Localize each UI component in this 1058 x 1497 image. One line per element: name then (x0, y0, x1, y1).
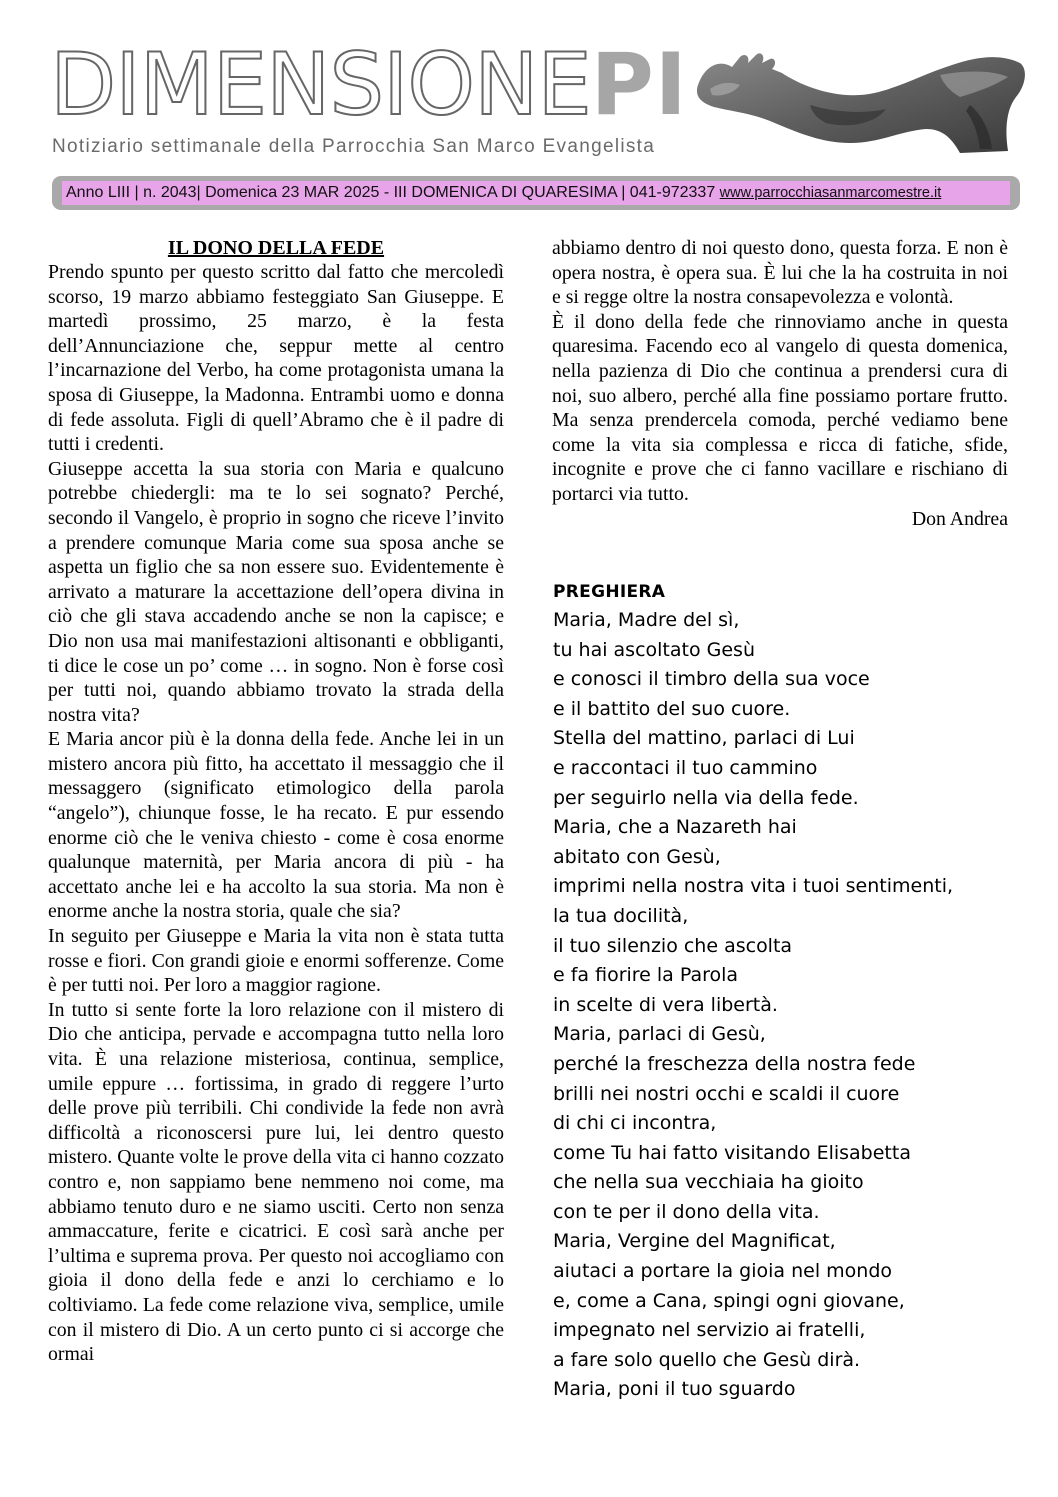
prayer-line: abitato con Gesù, (553, 845, 721, 868)
article-paragraph: E Maria ancor più è la donna della fede. Anche lei in un mistero ancora più fitto, ha accettato il messaggio che il messaggero (significato etimologico della parola “angelo”), chiunque fosse, le ha recato. E pur essendo enorme ciò che le veniva chiesto - come è cosa enorme qualunque maternità, per Maria ancora di più - ha accettato anche lei e ha accolto la sua storia. Ma non è enorme anche la nostra storia, quale che sia? (48, 728, 504, 923)
article-paragraph: abbiamo dentro di noi questo dono, questa forza. E non è opera nostra, è opera sua. È lui che la ha costruita in noi e si regge oltre la nostra consapevolezza e volontà. (552, 237, 1008, 309)
parish-website-link[interactable]: www.parrocchiasanmarcomestre.it (719, 185, 942, 201)
prayer-line: e conosci il timbro della sua voce (553, 668, 870, 691)
prayer-line: Maria, che a Nazareth hai (553, 816, 797, 839)
prayer-line: che nella sua vecchiaia ha gioito (553, 1171, 864, 1194)
prayer-line: Maria, poni il tuo sguardo (553, 1378, 796, 1401)
prayer-line: Maria, Vergine del Magnificat, (553, 1230, 836, 1253)
prayer-line: Stella del mattino, parlaci di Lui (553, 727, 855, 750)
prayer-line: perché la freschezza della nostra fede (553, 1052, 916, 1075)
prayer-line: il tuo silenzio che ascolta (553, 934, 793, 957)
prayer-section (553, 582, 1023, 1405)
prayer-line: come Tu hai fatto visitando Elisabetta (553, 1141, 911, 1164)
article-paragraph: In seguito per Giuseppe e Maria la vita non è stata tutta rosse e fiori. Con grandi gioie e enormi sofferenze. Come è per tutti noi. Per loro a maggior ragione. (48, 925, 504, 997)
article-paragraph: È il dono della fede che rinnoviamo anche in questa quaresima. Facendo eco al vangelo di questa domenica, nella pazienza di Dio che continua a prendersi cura di noi, suo albero, perché alla fine possiamo portare frutto. Ma senza prendercela comoda, perché vediamo bene come la vita sia complessa e ricca di fatiche, sfide, incognite e prove che ci fanno vacillare e rischiano di portarci via tutto. (552, 310, 1008, 505)
prayer-line: brilli nei nostri occhi e scaldi il cuore (553, 1082, 900, 1105)
prayer-line: con te per il dono della vita. (553, 1200, 820, 1223)
prayer-title: PREGHIERA (553, 582, 666, 602)
masthead-title-accent: PI (590, 35, 688, 135)
prayer-line: aiutaci a portare la gioia nel mondo (553, 1260, 893, 1283)
prayer-line: la tua docilità, (553, 904, 689, 927)
masthead-title-main: DIMENSIONE (50, 35, 591, 135)
article-paragraph: In tutto si sente forte la loro relazione con il mistero di Dio che anticipa, pervade e accompagna tutto nella loro vita. È una relazione misteriosa, continua, semplice, umile eppure … fortissima, in grado di reggere l’urto delle prove più terribili. Chi condivide la fede non avrà difficoltà a riconoscersi pure lui, lei dentro questo mistero. Quante volte le prove della vita ci hanno cozzato contro e, non sappiamo bene nemmeno noi come, ma abbiamo tenuto duro e ne siamo usciti. Certo non senza ammaccature, ferite e cicatrici. E così sarà anche per l’ultima e suprema prova. Per questo noi accogliamo con gioia il dono della fede e anzi lo cerchiamo e lo coltiviamo. La fede come relazione viva, semplice, umile con il mistero di Dio. A un certo punto ci si accorge che ormai (48, 998, 504, 1366)
prayer-line: e, come a Cana, spingi ogni giovane, (553, 1289, 905, 1312)
prayer-line: a fare solo quello che Gesù dirà. (553, 1348, 861, 1371)
prayer-line: Maria, parlaci di Gesù, (553, 1023, 766, 1046)
info-band-text (62, 181, 1010, 205)
prayer-line: imprimi nella nostra vita i tuoi sentimenti, (553, 875, 954, 898)
prayer-line: in scelte di vera libertà. (553, 993, 778, 1016)
prayer-line: e il battito del suo cuore. (553, 697, 791, 720)
hand-sculpture-photo (690, 45, 1030, 157)
article-column-right (552, 236, 1008, 531)
masthead-title (50, 35, 690, 135)
prayer-line: tu hai ascoltato Gesù (553, 638, 755, 661)
prayer-text (553, 606, 1023, 1405)
article-title: IL DONO DELLA FEDE (167, 237, 385, 259)
masthead-subtitle: Notiziario settimanale della Parrocchia San Marco Evangelista (52, 136, 656, 157)
issue-info: Anno LIII | n. 2043| Domenica 23 MAR 2025 - III DOMENICA DI QUARESIMA | 041-972337 (66, 184, 720, 201)
prayer-line: e raccontaci il tuo cammino (553, 756, 818, 779)
article-paragraph: Giuseppe accetta la sua storia con Maria e qualcuno potrebbe chiedergli: ma te lo sei sognato? Perché, secondo il Vangelo, è proprio in sogno che riceve l’invito a prendere comunque Maria come sua sposa anche se aspetta un figlio che sa non essere suo. Evidentemente è arrivato a maturare la accettazione dell’opera divina in ciò che gli stava accadendo anche se non la capisce; e Dio non usa mai manifestazioni altisonanti e obbliganti, ti dice le cose un po’ come … in sogno. Non è forse così per tutti noi, quando abbiamo trovato la strada della nostra vita? (48, 457, 504, 726)
article-paragraph: Prendo spunto per questo scritto dal fatto che mercoledì scorso, 19 marzo abbiamo festeggiato San Giuseppe. E martedì prossimo, 25 marzo, è la festa dell’Annunciazione che, seppur mette al centro l’incarnazione del Verbo, ha come protagonista umana la sposa di Giuseppe, la Madonna. Entrambi uomo e donna di fede assoluta. Figli di quell’Abramo che è il padre di tutti i credenti. (48, 261, 504, 456)
prayer-line: di chi ci incontra, (553, 1112, 717, 1135)
article-signature: Don Andrea (911, 507, 1008, 530)
prayer-line: per seguirlo nella via della fede. (553, 786, 859, 809)
prayer-line: Maria, Madre del sì, (553, 609, 740, 631)
prayer-line: e fa fiorire la Parola (553, 964, 739, 987)
prayer-line: impegnato nel servizio ai fratelli, (553, 1319, 866, 1342)
article-column-left (48, 236, 504, 1367)
